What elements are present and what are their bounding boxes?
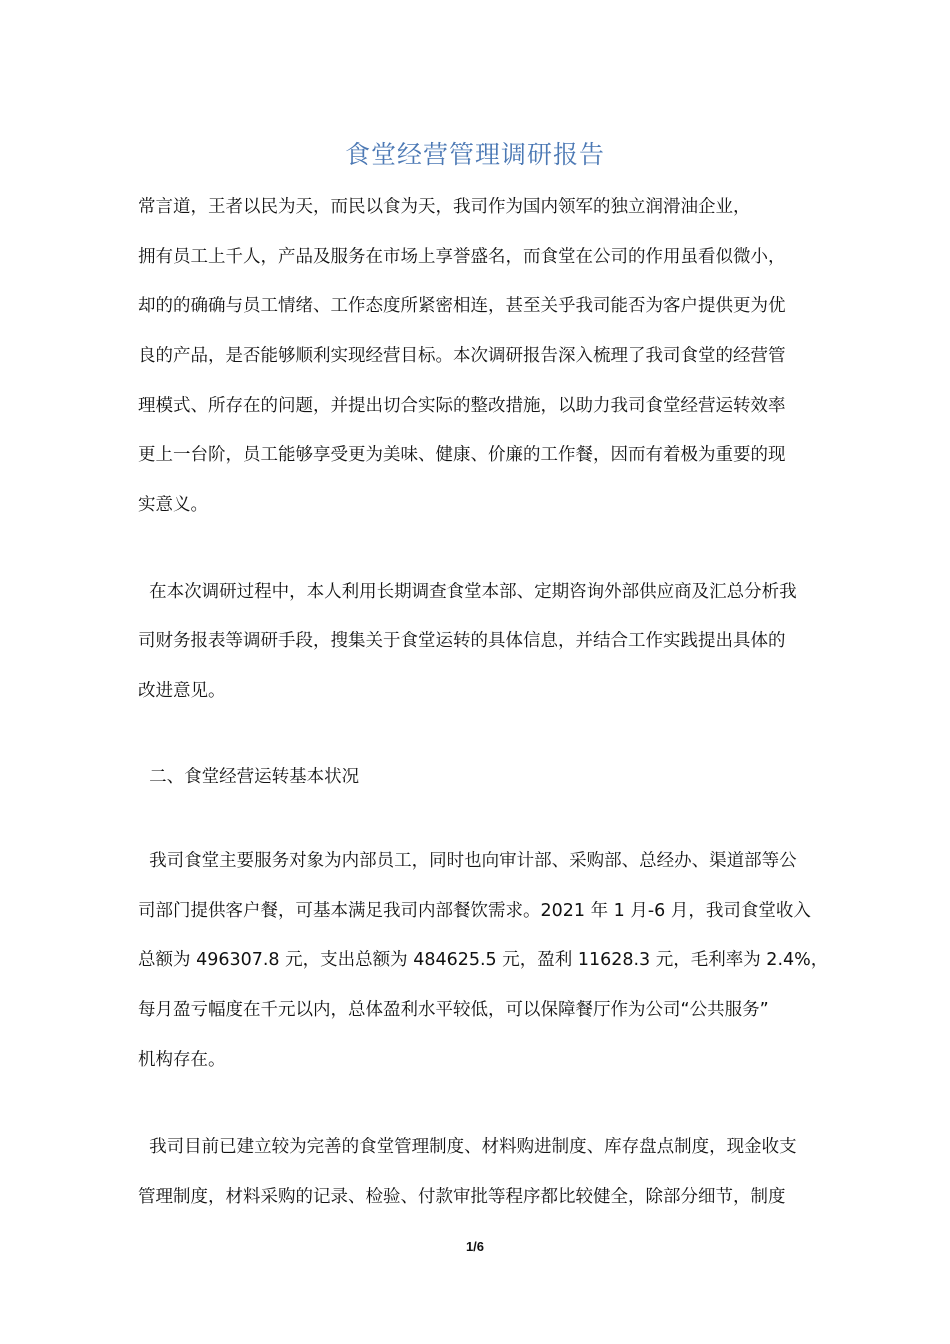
paragraph-1-line-7: 实意义。 [138, 495, 208, 515]
paragraph-2-line-3: 改进意见。 [138, 681, 226, 701]
paragraph-1-line-6: 更上一台阶，员工能够享受更为美味、健康、价廉的工作餐，因而有着极为重要的现 [138, 445, 786, 465]
paragraph-2-line-2: 司财务报表等调研手段，搜集关于食堂运转的具体信息，并结合工作实践提出具体的 [138, 631, 786, 651]
page-number: 1/6 [465, 1239, 485, 1254]
paragraph-3-line-2: 司部门提供客户餐，可基本满足我司内部餐饮需求。2021 年 1 月-6 月，我司食堂收入 [138, 901, 811, 921]
paragraph-2-line-1: 在本次调研过程中，本人利用长期调查食堂本部、定期咨询外部供应商及汇总分析我 [138, 582, 797, 602]
paragraph-4-line-1: 我司目前已建立较为完善的食堂管理制度、材料购进制度、库存盘点制度，现金收支 [138, 1137, 797, 1157]
paragraph-1-line-4: 良的产品，是否能够顺利实现经营目标。本次调研报告深入梳理了我司食堂的经营管 [138, 346, 786, 366]
paragraph-3-line-3: 总额为 496307.8 元，支出总额为 484625.5 元，盈利 11628.3 元，毛利率为 2.4%， [138, 950, 829, 970]
paragraph-1-line-3: 却的的确确与员工情绪、工作态度所紧密相连，甚至关乎我司能否为客户提供更为优 [138, 296, 786, 316]
paragraph-3-line-5: 机构存在。 [138, 1050, 226, 1070]
paragraph-1-line-1: 常言道，王者以民为天，而民以食为天，我司作为国内领军的独立润滑油企业， [138, 197, 751, 217]
paragraph-1-line-2: 拥有员工上千人，产品及服务在市场上享誉盛名，而食堂在公司的作用虽看似微小， [138, 247, 786, 267]
paragraph-3-line-1: 我司食堂主要服务对象为内部员工，同时也向审计部、采购部、总经办、渠道部等公 [138, 851, 797, 871]
paragraph-1-line-5: 理模式、所存在的问题，并提出切合实际的整改措施，以助力我司食堂经营运转效率 [138, 396, 786, 416]
paragraph-4-line-2: 管理制度，材料采购的记录、检验、付款审批等程序都比较健全，除部分细节，制度 [138, 1187, 786, 1207]
section-heading: 二、食堂经营运转基本状况 [138, 767, 360, 787]
paragraph-3-line-4: 每月盈亏幅度在千元以内，总体盈利水平较低，可以保障餐厅作为公司“公共服务” [138, 1000, 769, 1020]
document-title: 食堂经营管理调研报告 [344, 140, 605, 169]
